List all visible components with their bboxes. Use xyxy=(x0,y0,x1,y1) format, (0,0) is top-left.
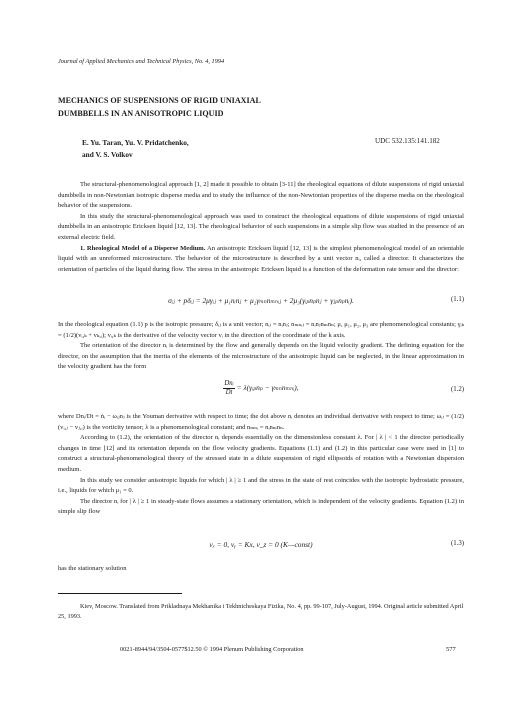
body-block-4 xyxy=(58,564,464,575)
copyright-line: 0021-8944/94/3504-0577$12.50 © 1994 Plenum Publishing Corporation xyxy=(120,646,304,653)
footnote xyxy=(58,602,464,621)
body-block-2 xyxy=(58,320,464,373)
journal-header: Journal of Applied Mechanics and Technical Physics, No. 4, 1994 xyxy=(58,58,225,65)
article-title xyxy=(58,95,438,120)
equation-1-1 xyxy=(58,296,464,312)
body-block-3 xyxy=(58,412,464,518)
paragraph-after-eq1: In the rheological equation (1.1) p is the isotropic pressure; δᵢⱼ is a unit vector; nᵢⱼ = nᵢnⱼ; nₘₙᵢⱼ = nᵢnⱼnₘnₙ; μ, μ₁, μ₂, μ₃ are phenomenological constants; γᵢₖ = (1/2)(vᵢ,ₖ + vₖ,ᵢ); vᵢ,ₖ is the derivative of the velocity vector vᵢ in the direction of the coordinate of the k axis. xyxy=(58,321,464,339)
equation-1-2-denominator: Dt xyxy=(225,389,233,396)
authors-line-1: E. Yu. Taran, Yu. V. Pridatchenko, xyxy=(82,138,189,147)
paragraph-after-eq2: where Dnᵢ/Dt = ṅᵢ − ωᵢⱼnⱼ is the Youman derivative with respect to time; the dot above nᵢ denotes an individual derivative with respect to time; ωᵢⱼ = (1/2)(vᵢ,ⱼ − vⱼ,ᵢ) is the vorticity tensor; λ is a phenomenological constant; and nₘₙᵢ = nᵢnₘnₙ. xyxy=(58,413,464,431)
paragraph-according: According to (1.2), the orientation of the director nᵢ depends essentially on the dimensionless constant λ. For | λ | < 1 the director periodically changes in time [12] and its orientation depends on the flow velocity gradients. Equations (1.1) and (1.2) in this particular case were used in [1] to construct a structural-phenomenological theory of the stressed state in a dilute suspension of rigid ellipsoids of rotation with a Newtonian dispersion medium. xyxy=(58,434,464,473)
equation-1-2-number: (1.2) xyxy=(450,386,464,393)
equation-1-2-formula xyxy=(58,380,464,397)
equation-1-1-formula: σᵢⱼ + pδᵢⱼ = 2μγᵢⱼ + μ₁nᵢnⱼ + μ₂γₘₙnₘₙᵢⱼ + 2μ₃(γᵢₚnₚnⱼ + γⱼₚnₚnᵢ). xyxy=(168,296,354,305)
authors-line-2: and V. S. Volkov xyxy=(82,149,133,159)
equation-1-3 xyxy=(58,540,464,556)
equation-1-2 xyxy=(58,380,464,402)
authors xyxy=(82,137,189,160)
paragraph-consider: In this study we consider anisotropic liquids for which | λ | ≥ 1 and the stress in the state of rest coincides with the isotropic hydrostatic pressure, i.e., liquids for which μ₁ = 0. xyxy=(58,476,464,495)
equation-1-2-numerator: Dnᵢ xyxy=(224,380,234,387)
abstract-paragraph-1: The structural-phenomenological approach [1, 2] made it possible to obtain [3-11] the rheological equations of dilute suspensions of rigid uniaxial dumbbells in non-Newtonian isotropic disperse media and to study the influence of the non-Newtonian properties of the disperse media on the rheological behavior of the suspensions. xyxy=(58,181,464,210)
footnote-text: Kiev, Moscow. Translated from Prikladnaya Mekhanika i Tekhnicheskaya Fizika, No. 4, pp. 99-107, July-August, 1994. Original article submitted April 25, 1993. xyxy=(58,603,464,620)
abstract-paragraph-2: In this study the structural-phenomenological approach was used to construct the rheological equations of dilute suspensions of rigid uniaxial dumbbells in an anisotropic Ericksen liquid [12, 13]. The rheological behavior of such suspensions in a simple slip flow was studied in the presence of an external electric field. xyxy=(58,212,464,241)
section-1-text: An anisotropic Ericksen liquid [12, 13] is the simplest phenomenological model of an orientable liquid with an unreformed microstructure. The behavior of the microstructure is described by a unit vector nᵢ, called a director. It characterizes the orientation of particles of the liquid during flow. The stress in the anisotropic Ericksen liquid is a function of the deformation rate tensor and the director: xyxy=(58,244,464,273)
paragraph-director-stationary: The director nᵢ for | λ | ≥ 1 in steady-state flows assumes a stationary orientation, which is independent of the velocity gradients. Equation (1.2) in simple slip flow xyxy=(58,497,464,516)
section-1-paragraph xyxy=(58,244,464,276)
equation-1-3-formula: vₓ = 0, vᵧ = Kx, v_z = 0 (K—const) xyxy=(209,540,313,549)
equation-1-3-number: (1.3) xyxy=(450,540,464,547)
page-number: 577 xyxy=(446,646,456,653)
equation-1-2-fraction xyxy=(223,380,234,397)
udc-code: UDC 532.135:141.182 xyxy=(375,137,440,145)
footnote-divider xyxy=(58,593,182,594)
equation-1-1-number: (1.1) xyxy=(450,296,464,303)
paragraph-director: The orientation of the director nᵢ is determined by the flow and generally depends on the liquid velocity gradient. The defining equation for the director, on the assumption that the inertia of the elements of the microstructure of the anisotropic liquid can be neglected, in the linear approximation in the velocity gradient has the form xyxy=(58,342,464,371)
title-line-1: MECHANICS OF SUSPENSIONS OF RIGID UNIAXIAL xyxy=(58,96,261,105)
section-heading: 1. Rheological Model of a Disperse Medium. xyxy=(80,244,206,252)
paragraph-after-eq3: has the stationary solution xyxy=(58,565,127,572)
equation-1-2-rhs: = λ(γᵢₚnₚ − γₘₙnₘₙᵢ), xyxy=(236,383,299,393)
title-line-2: DUMBBELLS IN AN ANISOTROPIC LIQUID xyxy=(58,108,224,118)
abstract-block xyxy=(58,180,464,275)
